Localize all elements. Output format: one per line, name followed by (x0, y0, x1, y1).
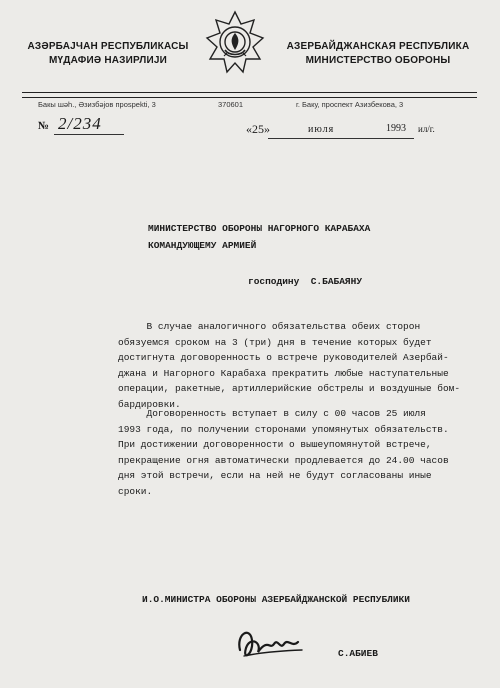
reference-number: 2/234 (58, 114, 102, 133)
letterhead-rule-bottom (22, 97, 477, 98)
paragraph-1 (118, 319, 490, 413)
address-right: г. Баку, проспект Азизбекова, 3 (296, 100, 404, 109)
paragraph-1-line: операции, ракетные, артиллерийские обстрелы и воздушные бом- (118, 383, 461, 395)
handwritten-signature-icon (232, 620, 308, 668)
address-left: Бакы шәһ., Әзизбәјов прospekti, 3 (38, 100, 156, 109)
addressee-line2: КОМАНДУЮЩЕМУ АРМИЕЙ (148, 240, 257, 251)
paragraph-1-line: джана и Нагорного Карабаха прекратить любые наступательные (118, 367, 449, 379)
azerbaijan-state-emblem-icon (203, 10, 267, 74)
signer-title: И.О.МИНИСТРА ОБОРОНЫ АЗЕРБАЙДЖАНСКОЙ РЕСПУБЛИКИ (142, 594, 410, 605)
paragraph-2-line: сроки. (118, 485, 153, 497)
date-day: «25» (246, 122, 270, 136)
salutation: господину С.БАБАЯНУ (248, 276, 363, 287)
letterhead-left (18, 40, 198, 68)
paragraph-2-line: дня этой встречи, если на ней не будут согласованы иные (118, 470, 432, 482)
paragraph-1-line: бардировки. (118, 398, 181, 410)
paragraph-1-line: В случае аналогичного обязательства обеих сторон (118, 321, 421, 332)
addressee-block (148, 220, 370, 254)
paragraph-2-line: 1993 года, по получении сторонами упомянутых обязательств. (118, 423, 449, 435)
paragraph-2-line: При достижении договоренности о вышеупомянутой встрече, (118, 439, 432, 451)
signer-name: С.АБИЕВ (338, 648, 378, 659)
paragraph-2-line: прекращение огня автоматически продлевается до 24.00 часов (118, 454, 449, 466)
paragraph-2 (118, 406, 490, 500)
letterhead-rule-top (22, 92, 477, 93)
reference-number-label: № (38, 120, 50, 132)
letterhead-right-line2: МИНИСТЕРСТВО ОБОРОНЫ (305, 55, 451, 66)
reference-number-line (54, 134, 124, 135)
letterhead-left-line2: МҮДАФИӘ НАЗИРЛИЈИ (48, 55, 168, 66)
date-line (268, 138, 414, 139)
date-month: июля (308, 124, 335, 135)
date-year: 1993 (386, 123, 406, 134)
letterhead-left-line1: АЗƏРБАЈЧАН РЕСПУБЛИКАСЫ (27, 41, 189, 52)
addressee-line1: МИНИСТЕРСТВО ОБОРОНЫ НАГОРНОГО КАРАБАХА (148, 223, 371, 234)
paragraph-2-line: Договоренность вступает в силу с 00 часов 25 июля (118, 408, 426, 419)
postal-code: 370601 (218, 100, 244, 109)
paragraph-1-line: достигнута договоренность о встрече руководителей Азербай- (118, 352, 449, 364)
date-year-suffix: ил/г. (418, 124, 435, 134)
letterhead-right-line1: АЗЕРБАЙДЖАНСКАЯ РЕСПУБЛИКА (286, 41, 470, 52)
paragraph-1-line: обязуемся сроком на 3 (три) дня в течение которых будет (118, 336, 432, 348)
letterhead-right (278, 40, 478, 68)
